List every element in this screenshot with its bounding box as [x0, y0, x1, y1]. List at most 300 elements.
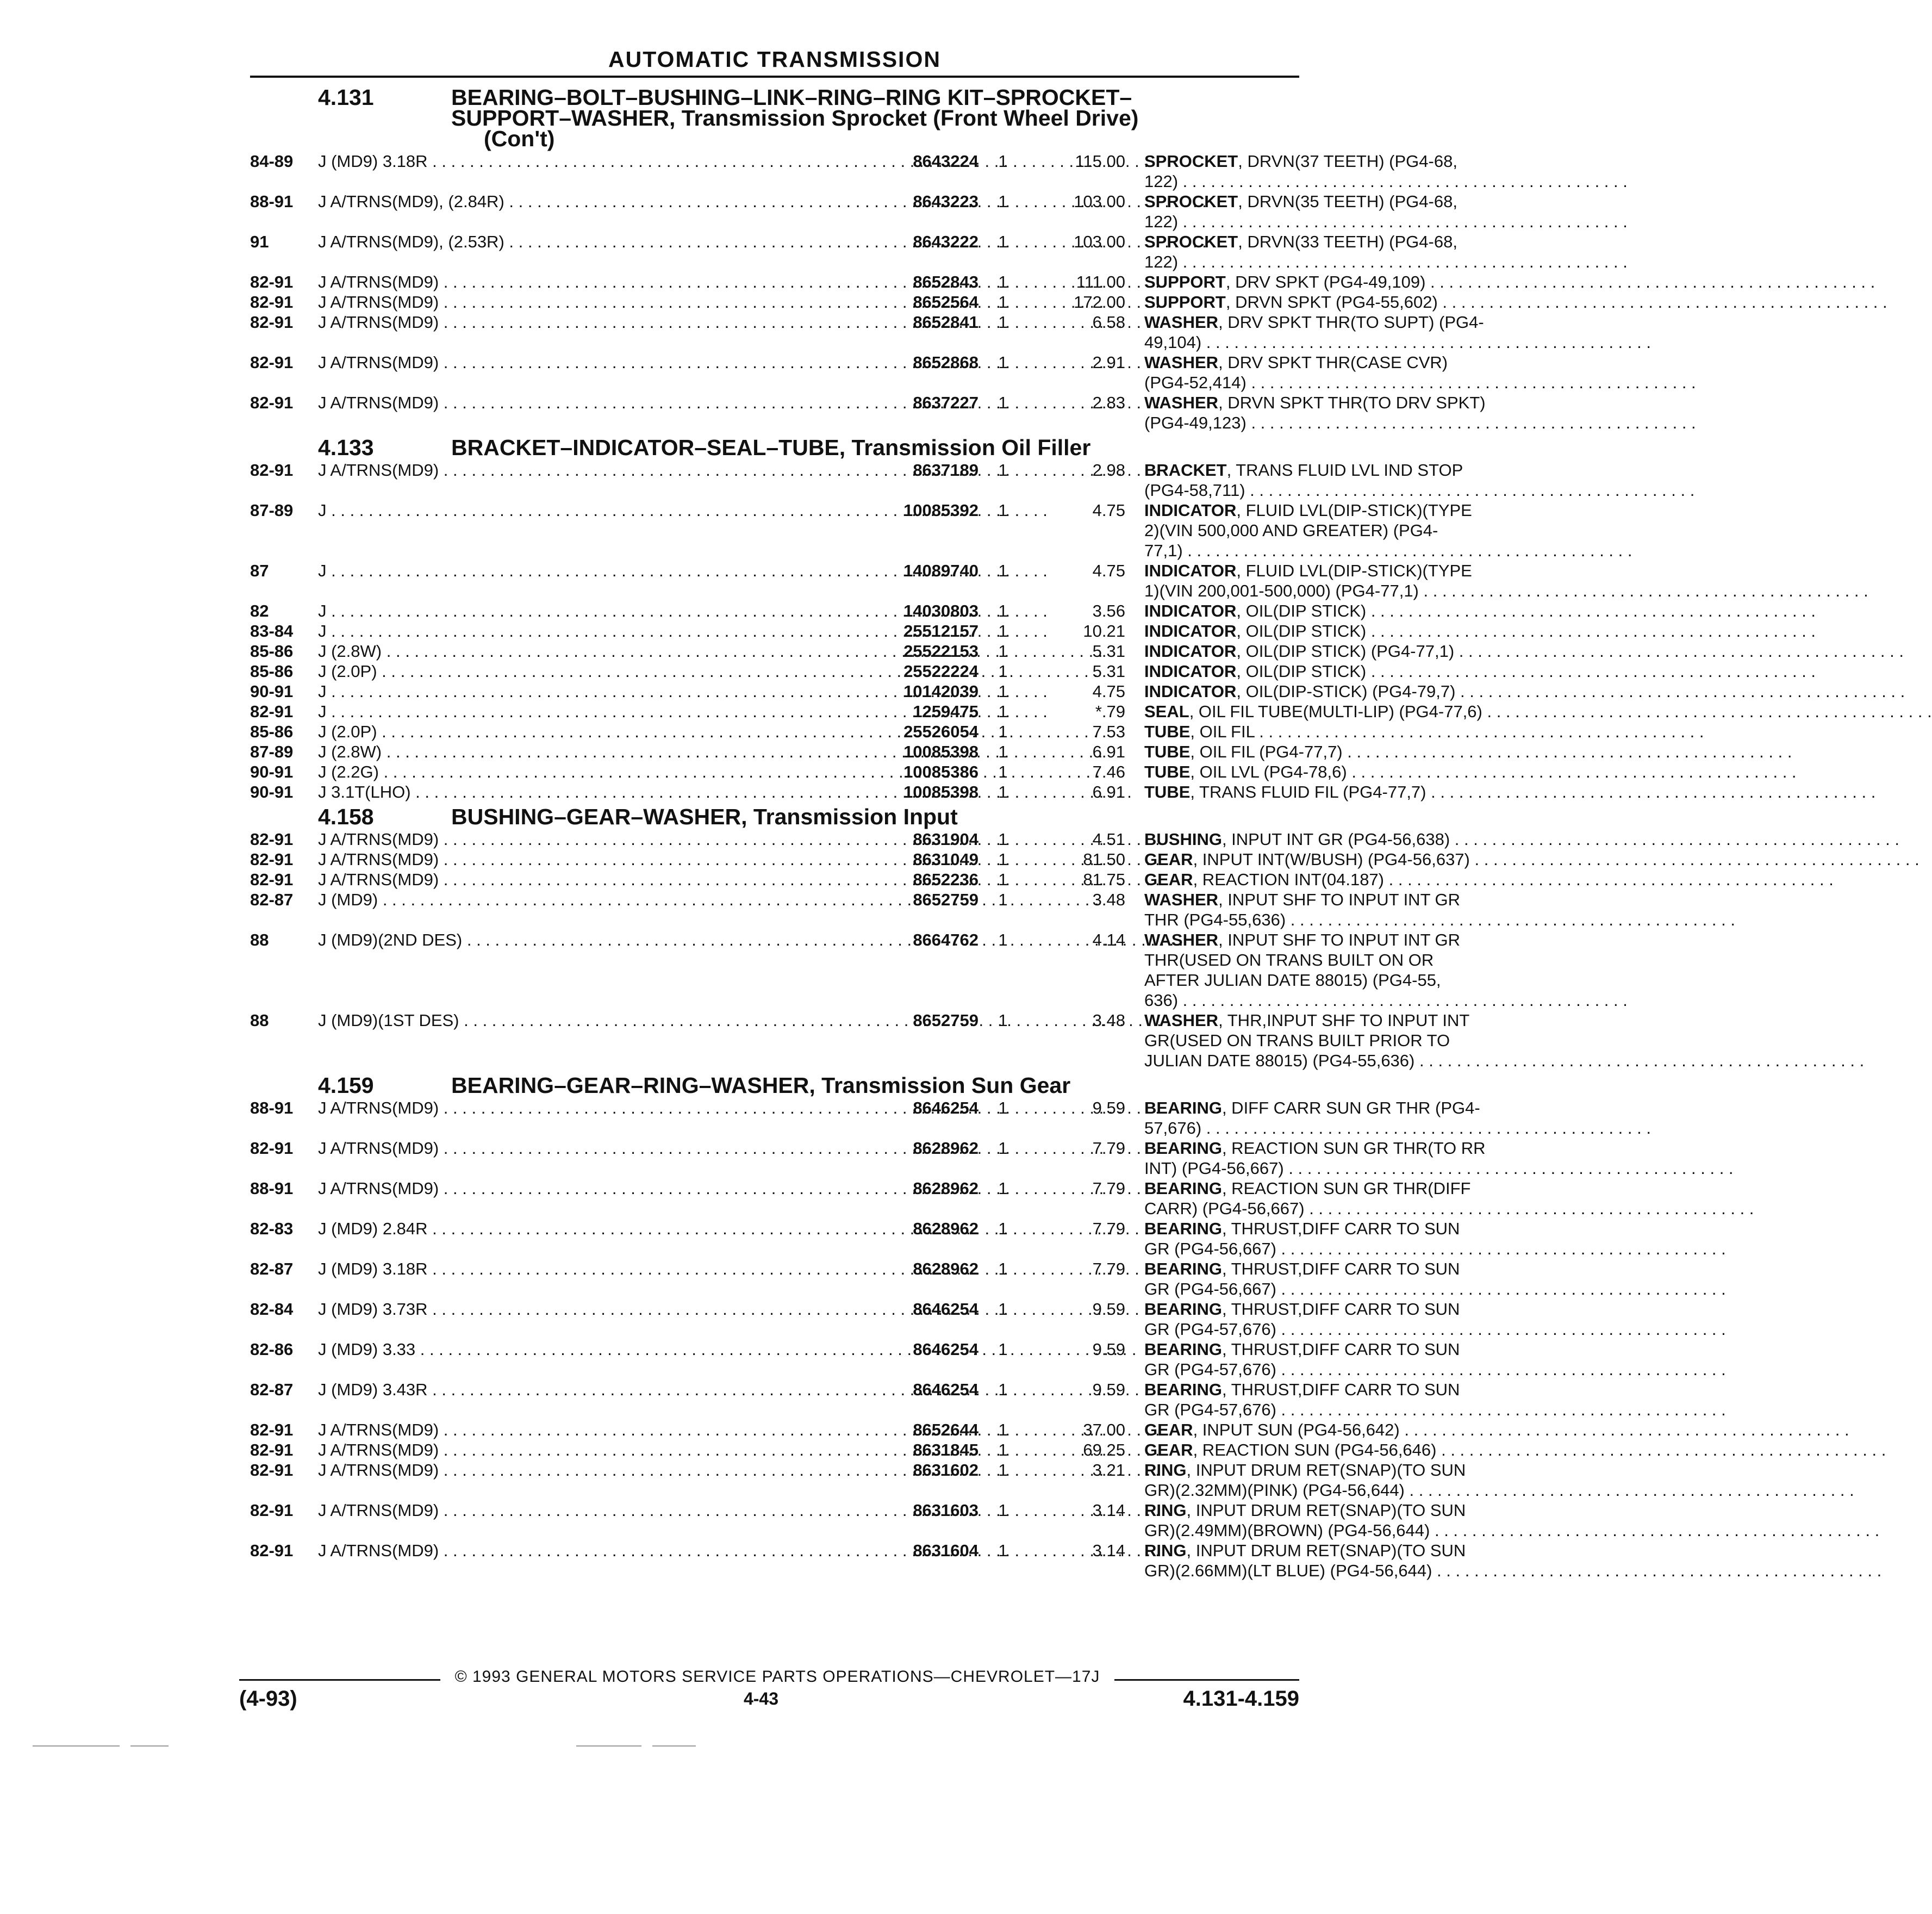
description-text: , OIL(DIP-STICK) (PG4-79,7): [1236, 682, 1456, 701]
quantity: 1: [998, 1501, 1008, 1520]
quantity: 1: [998, 1420, 1008, 1439]
part-name: SPROCKET: [1144, 152, 1238, 171]
part-description: [1144, 849, 1470, 869]
description-line: [1144, 1460, 1466, 1480]
part-description: [1144, 1420, 1400, 1440]
part-number: 8631603: [913, 1501, 979, 1520]
model-years: 82-84: [250, 1300, 294, 1319]
description-text: , INPUT SHF TO INPUT INT GR: [1218, 890, 1461, 909]
model-years: 83-84: [250, 622, 294, 641]
part-name: SUPPORT: [1144, 272, 1226, 291]
part-description: [1144, 1500, 1466, 1540]
description-line: [1144, 1319, 1299, 1339]
part-name: WASHER: [1144, 1011, 1219, 1030]
application: J (MD9) 3.43R . . .: [318, 1379, 859, 1400]
description-line: [1144, 372, 1299, 393]
quantity: 1: [998, 782, 1008, 801]
table-row: [250, 930, 1461, 1010]
price: 3.14: [1092, 1541, 1125, 1560]
table-row: [250, 722, 1299, 742]
description-text: 122): [1144, 172, 1179, 191]
table-row: [250, 232, 1457, 272]
section-number: 4.133: [318, 435, 374, 460]
price: 7.79: [1092, 1139, 1125, 1158]
description-text: , DRVN(35 TEETH) (PG4-68,: [1238, 192, 1457, 211]
description-line: [1144, 1118, 1299, 1138]
price: 3.14: [1092, 1501, 1125, 1520]
price: 7.79: [1092, 1179, 1125, 1198]
quantity: 1: [998, 313, 1008, 332]
table-row: [250, 621, 1367, 641]
price: 115.00: [1075, 152, 1125, 171]
price: 7.53: [1092, 722, 1125, 741]
table-row: [250, 1339, 1460, 1379]
description-text: , DRV SPKT THR(CASE CVR): [1218, 353, 1448, 372]
description-text: , OIL(DIP STICK) (PG4-77,1): [1236, 642, 1455, 661]
description-line: [1144, 910, 1299, 930]
description-line: [1144, 1561, 1432, 1581]
description-text: , FLUID LVL(DIP-STICK)(TYPE: [1236, 501, 1472, 520]
quantity: 1: [998, 1259, 1008, 1278]
price: 7.46: [1092, 762, 1125, 781]
quantity: 1: [998, 1380, 1008, 1399]
model-years: 82-86: [250, 1340, 294, 1359]
part-description: [1144, 661, 1367, 681]
part-description: [1144, 1259, 1460, 1299]
price: 4.75: [1092, 501, 1125, 520]
quantity: 1: [998, 622, 1008, 641]
application: J (MD9) 3.18R . . .: [318, 1259, 859, 1279]
part-number: 1259475: [913, 702, 979, 721]
part-name: RING: [1144, 1461, 1187, 1480]
description-line: [1144, 272, 1426, 292]
description-line: [1144, 742, 1343, 762]
quantity: 1: [998, 850, 1008, 869]
part-description: [1144, 1440, 1437, 1460]
application: J A/TRNS(MD9) . . .: [318, 272, 859, 292]
description-text: CARR) (PG4-56,667): [1144, 1199, 1305, 1218]
description-text: GR(USED ON TRANS BUILT PRIOR TO: [1144, 1031, 1450, 1050]
description-line: [1144, 151, 1457, 171]
quantity: 1: [998, 642, 1008, 661]
footer-copyright: © 1993 GENERAL MOTORS SERVICE PARTS OPERATIONS—CHEVROLET—17J: [454, 1668, 1100, 1686]
description-line: [1144, 1480, 1405, 1500]
model-years: 88-91: [250, 1179, 294, 1198]
part-description: [1144, 782, 1426, 802]
description-text: INT) (PG4-56,667): [1144, 1159, 1284, 1178]
description-text: , THRUST,DIFF CARR TO SUN: [1221, 1380, 1460, 1399]
part-name: WASHER: [1144, 930, 1219, 949]
price: 2.98: [1092, 461, 1125, 480]
header-rule: [250, 76, 1299, 78]
quantity: 1: [998, 762, 1008, 781]
description-line: [1144, 661, 1367, 681]
price: 6.91: [1092, 742, 1125, 761]
quantity: 1: [998, 1300, 1008, 1319]
description-line: [1144, 701, 1482, 722]
description-line: [1144, 890, 1461, 910]
part-name: SPROCKET: [1144, 192, 1238, 211]
description-text: , INPUT INT(W/BUSH) (PG4-56,637): [1193, 850, 1470, 869]
application: J A/TRNS(MD9), (2.53R) . . .: [318, 232, 859, 252]
part-name: BEARING: [1144, 1179, 1222, 1198]
description-line: [1144, 561, 1472, 581]
application: J A/TRNS(MD9) . . .: [318, 829, 859, 849]
model-years: 82-91: [250, 393, 294, 412]
part-number: 25522153: [903, 642, 979, 661]
table-row: [250, 782, 1426, 802]
description-text: , FLUID LVL(DIP-STICK)(TYPE: [1236, 561, 1472, 580]
table-row: [250, 681, 1456, 701]
description-line: [1144, 950, 1434, 970]
part-description: [1144, 312, 1484, 352]
description-line: [1144, 581, 1419, 601]
description-text: , DRV SPKT THR(TO SUPT) (PG4-: [1218, 313, 1484, 332]
part-number: 8628962: [913, 1179, 979, 1198]
quantity: 1: [998, 1179, 1008, 1198]
quantity: 1: [998, 662, 1008, 681]
part-description: [1144, 151, 1457, 191]
description-line: [1144, 849, 1470, 869]
part-number: 8646254: [913, 1340, 979, 1359]
description-line: [1144, 413, 1299, 433]
application: J A/TRNS(MD9) . . .: [318, 393, 859, 413]
part-name: RING: [1144, 1501, 1187, 1520]
table-row: [250, 1259, 1460, 1299]
description-line: [1144, 292, 1438, 312]
model-years: 87-89: [250, 501, 294, 520]
section-title: BRACKET–INDICATOR–SEAL–TUBE, Transmission Oil Filler: [451, 435, 1091, 460]
price: 7.79: [1092, 1259, 1125, 1278]
model-years: 91: [250, 232, 269, 251]
part-description: [1144, 272, 1426, 292]
quantity: 1: [998, 742, 1008, 761]
application: J A/TRNS(MD9) . . .: [318, 869, 859, 890]
description-text: GR)(2.32MM)(PINK) (PG4-56,644): [1144, 1481, 1405, 1500]
description-line: [1144, 990, 1299, 1010]
page-title: AUTOMATIC TRANSMISSION: [608, 47, 941, 72]
application: J A/TRNS(MD9) . . .: [318, 352, 859, 372]
model-years: 82-87: [250, 890, 294, 909]
part-description: [1144, 1339, 1460, 1379]
price: 9.59: [1092, 1098, 1125, 1117]
table-row: [250, 1219, 1460, 1259]
description-line: [1144, 1239, 1299, 1259]
part-number: 8628962: [913, 1139, 979, 1158]
price: 4.75: [1092, 682, 1125, 701]
part-description: [1144, 762, 1347, 782]
part-name: GEAR: [1144, 1420, 1193, 1439]
description-line: [1144, 332, 1299, 352]
part-name: BEARING: [1144, 1098, 1222, 1117]
section-heading: [250, 1075, 1299, 1096]
part-number: 8652843: [913, 272, 979, 291]
application: J A/TRNS(MD9) . . .: [318, 1440, 859, 1460]
section-title: SUPPORT–WASHER, Transmission Sprocket (Front Wheel Drive): [451, 105, 1139, 130]
price: 3.21: [1092, 1461, 1125, 1480]
quantity: 1: [998, 293, 1008, 312]
application: J (2.8W) . . .: [318, 641, 859, 661]
table-row: [250, 1098, 1480, 1138]
part-name: BEARING: [1144, 1300, 1222, 1319]
quantity: 1: [998, 353, 1008, 372]
part-name: GEAR: [1144, 1440, 1193, 1459]
part-number: 8631904: [913, 830, 979, 849]
model-years: 82-91: [250, 272, 294, 291]
part-description: [1144, 742, 1343, 762]
description-line: [1144, 500, 1472, 520]
description-text: , INPUT SUN (PG4-56,642): [1193, 1420, 1400, 1439]
table-row: [250, 762, 1347, 782]
description-line: [1144, 1198, 1305, 1219]
part-number: 8631602: [913, 1461, 979, 1480]
footer-section-range: 4.131-4.159: [1183, 1687, 1299, 1711]
price: 6.58: [1092, 313, 1125, 332]
model-years: 85-86: [250, 642, 294, 661]
description-line: [1144, 1279, 1299, 1299]
model-years: 88-91: [250, 192, 294, 211]
quantity: 1: [998, 870, 1008, 889]
application: J (MD9) . . .: [318, 890, 859, 910]
description-text: , OIL FIL (PG4-77,7): [1190, 742, 1343, 761]
model-years: 82-91: [250, 870, 294, 889]
quantity: 1: [998, 722, 1008, 741]
description-text: , DRVN SPKT THR(TO DRV SPKT): [1218, 393, 1486, 412]
quantity: 1: [998, 1440, 1008, 1459]
description-line: [1144, 722, 1299, 742]
table-row: [250, 460, 1463, 500]
part-number: 10085386: [903, 762, 979, 781]
table-row: [250, 393, 1486, 433]
application: J (MD9)(2ND DES) . . .: [318, 930, 859, 950]
description-line: [1144, 393, 1486, 413]
quantity: 1: [998, 1219, 1008, 1238]
table-row: [250, 352, 1448, 393]
section-number: 4.159: [318, 1073, 374, 1098]
description-text: , THR,INPUT SHF TO INPUT INT: [1218, 1011, 1470, 1030]
application: J (2.0P) . . .: [318, 722, 859, 742]
table-row: [250, 869, 1384, 890]
part-description: [1144, 601, 1367, 621]
description-line: [1144, 1440, 1437, 1460]
part-description: [1144, 352, 1448, 393]
description-line: [1144, 171, 1299, 191]
part-description: [1144, 292, 1438, 312]
application: J . . .: [318, 500, 859, 520]
part-number: 8637189: [913, 461, 979, 480]
application: J A/TRNS(MD9) . . .: [318, 1178, 859, 1198]
description-text: , OIL FIL TUBE(MULTI-LIP) (PG4-77,6): [1189, 702, 1482, 721]
description-line: [1144, 970, 1441, 990]
table-row: [250, 701, 1482, 722]
part-number: 8652564: [913, 293, 979, 312]
footer-date: (4-93): [239, 1687, 297, 1711]
model-years: 82-91: [250, 1139, 294, 1158]
model-years: 90-91: [250, 762, 294, 781]
section-title: BEARING–GEAR–RING–WASHER, Transmission Sun Gear: [451, 1073, 1071, 1098]
model-years: 82-91: [250, 1440, 294, 1459]
description-text: , REACTION INT(04.187): [1193, 870, 1384, 889]
model-years: 88: [250, 1011, 269, 1030]
price: 10.21: [1083, 622, 1125, 641]
application: J . . .: [318, 601, 859, 621]
description-line: [1144, 460, 1463, 480]
price: 103.00: [1074, 232, 1125, 251]
description-text: (PG4-58,711): [1144, 481, 1245, 500]
part-number: 10085398: [903, 742, 979, 761]
table-row: [250, 1500, 1466, 1540]
part-name: WASHER: [1144, 353, 1219, 372]
description-line: [1144, 681, 1456, 701]
application: J 3.1T(LHO) . . .: [318, 782, 859, 802]
part-description: [1144, 1460, 1466, 1500]
part-number: 8631049: [913, 850, 979, 869]
part-number: 8652759: [913, 890, 979, 909]
description-text: , OIL FIL: [1190, 722, 1255, 741]
part-name: GEAR: [1144, 870, 1193, 889]
model-years: 84-89: [250, 152, 294, 171]
parts-catalog-content: [250, 83, 1486, 1581]
price: 4.51: [1092, 830, 1125, 849]
table-row: [250, 890, 1461, 930]
footer-rule-right: [1114, 1679, 1299, 1681]
description-text: , DIFF CARR SUN GR THR (PG4-: [1221, 1098, 1480, 1117]
part-name: INDICATOR: [1144, 642, 1237, 661]
part-number: 8652236: [913, 870, 979, 889]
application: J A/TRNS(MD9) . . .: [318, 460, 859, 480]
part-name: INDICATOR: [1144, 561, 1237, 580]
description-text: , OIL(DIP STICK): [1236, 662, 1367, 681]
description-line: [1144, 1299, 1460, 1319]
application: J . . .: [318, 681, 859, 701]
part-number: 8631845: [913, 1440, 979, 1459]
model-years: 90-91: [250, 782, 294, 801]
section-number: 4.158: [318, 804, 374, 829]
description-text: , DRVN SPKT (PG4-55,602): [1225, 293, 1438, 312]
description-text: , TRANS FLUID FIL (PG4-77,7): [1190, 782, 1426, 801]
part-description: [1144, 1379, 1460, 1420]
price: 172.00: [1074, 293, 1125, 312]
quantity: 1: [998, 393, 1008, 412]
model-years: 82-91: [250, 313, 294, 332]
part-number: 8646254: [913, 1300, 979, 1319]
description-text: JULIAN DATE 88015) (PG4-55,636): [1144, 1051, 1415, 1070]
description-text: 122): [1144, 252, 1179, 271]
table-row: [250, 829, 1450, 849]
price: 3.56: [1092, 601, 1125, 620]
model-years: 90-91: [250, 682, 294, 701]
application: J A/TRNS(MD9) . . .: [318, 1138, 859, 1158]
price: 4.14: [1092, 930, 1125, 949]
quantity: 1: [998, 890, 1008, 909]
quantity: 1: [998, 152, 1008, 171]
model-years: 82-91: [250, 1541, 294, 1560]
quantity: 1: [998, 272, 1008, 291]
part-number: 8643222: [913, 232, 979, 251]
table-row: [250, 1420, 1400, 1440]
description-line: [1144, 601, 1367, 621]
model-years: 85-86: [250, 722, 294, 741]
quantity: 1: [998, 682, 1008, 701]
description-text: THR(USED ON TRANS BUILT ON OR: [1144, 950, 1434, 970]
part-name: SUPPORT: [1144, 293, 1226, 312]
description-line: [1144, 252, 1299, 272]
part-number: 10085392: [903, 501, 979, 520]
description-line: [1144, 1379, 1460, 1400]
part-number: 25512157: [903, 622, 979, 641]
part-description: [1144, 722, 1299, 742]
application: J (MD9) 2.84R . . .: [318, 1219, 859, 1239]
part-number: 8631604: [913, 1541, 979, 1560]
quantity: 1: [998, 1011, 1008, 1030]
part-number: 8643224: [913, 152, 979, 171]
price: 111.00: [1076, 272, 1125, 291]
description-line: [1144, 762, 1347, 782]
description-text: , REACTION SUN GR THR(TO RR: [1221, 1139, 1486, 1158]
price: 3.48: [1092, 1011, 1125, 1030]
part-name: SPROCKET: [1144, 232, 1238, 251]
description-text: THR (PG4-55,636): [1144, 910, 1286, 929]
description-text: , OIL(DIP STICK): [1236, 622, 1367, 641]
footer-rule-left: [239, 1679, 440, 1681]
description-text: , DRVN(37 TEETH) (PG4-68,: [1238, 152, 1457, 171]
description-text: , INPUT INT GR (PG4-56,638): [1221, 830, 1450, 849]
price: 5.31: [1092, 662, 1125, 681]
description-text: , INPUT DRUM RET(SNAP)(TO SUN: [1186, 1541, 1466, 1560]
table-row: [250, 292, 1438, 312]
description-text: , OIL(DIP STICK): [1236, 601, 1367, 620]
price: 7.79: [1092, 1219, 1125, 1238]
application: J A/TRNS(MD9) . . .: [318, 849, 859, 869]
description-line: [1144, 1178, 1471, 1198]
price: 9.59: [1092, 1380, 1125, 1399]
part-description: [1144, 890, 1461, 930]
price: 81.75: [1083, 870, 1125, 889]
part-number: 8643223: [913, 192, 979, 211]
model-years: 88: [250, 930, 269, 949]
description-text: 2)(VIN 500,000 AND GREATER) (PG4-: [1144, 521, 1438, 540]
application: J (2.2G) . . .: [318, 762, 859, 782]
description-text: (PG4-49,123): [1144, 413, 1247, 432]
part-number: 14030803: [903, 601, 979, 620]
quantity: 1: [998, 1461, 1008, 1480]
model-years: 82: [250, 601, 269, 620]
model-years: 82-91: [250, 461, 294, 480]
description-text: , THRUST,DIFF CARR TO SUN: [1221, 1259, 1460, 1278]
table-row: [250, 312, 1484, 352]
part-description: [1144, 393, 1486, 433]
part-name: GEAR: [1144, 850, 1193, 869]
description-text: GR)(2.66MM)(LT BLUE) (PG4-56,644): [1144, 1561, 1432, 1580]
part-name: WASHER: [1144, 890, 1219, 909]
section-title: BUSHING–GEAR–WASHER, Transmission Input: [451, 804, 958, 829]
description-text: , THRUST,DIFF CARR TO SUN: [1221, 1300, 1460, 1319]
application: J (2.0P) . . .: [318, 661, 859, 681]
model-years: 87-89: [250, 742, 294, 761]
section-continued-label: (Con't): [484, 126, 555, 151]
part-description: [1144, 1178, 1471, 1219]
part-description: [1144, 500, 1472, 561]
part-name: BEARING: [1144, 1340, 1222, 1359]
description-line: [1144, 1098, 1480, 1118]
description-text: , DRV SPKT (PG4-49,109): [1225, 272, 1426, 291]
description-line: [1144, 782, 1426, 802]
part-number: 8646254: [913, 1380, 979, 1399]
description-text: , DRVN(33 TEETH) (PG4-68,: [1238, 232, 1457, 251]
description-text: GR (PG4-56,667): [1144, 1279, 1276, 1298]
part-number: 8628962: [913, 1219, 979, 1238]
application: J (MD9) 3.73R . . .: [318, 1299, 859, 1319]
